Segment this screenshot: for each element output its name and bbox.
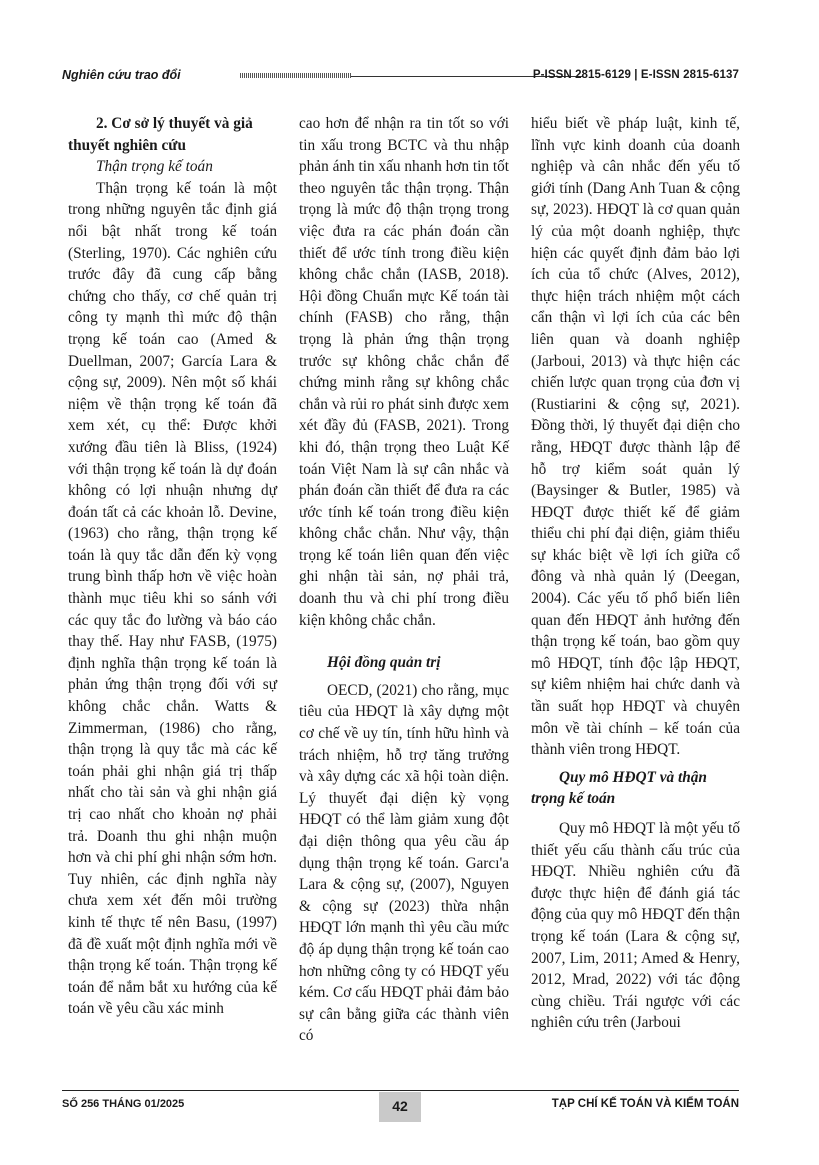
paragraph: Quy mô HĐQT là một yếu tố thiết yếu cấu thành cấu trúc của HĐQT. Nhiều nghiên cứu đã được thực hiện để đánh giá tác động của quy mô HĐQT đến thận trọng kế toán (Lara & cộng sự, 2007, Lim, 2011; Amed & Henry, 2012, Mrad, 2022) với tác động cùng chiều. Trái ngược với các nghiên cứu trên (Jarboui (531, 820, 740, 1032)
paragraph: OECD, (2021) cho rằng, mục tiêu của HĐQT là xây dựng một cơ chế về uy tín, tính hữu hình và trách nhiệm, hỗ trợ tăng trưởng và xây dựng các xã hội toàn diện. Lý thuyết đại diện kỳ vọng HĐQT có thể làm giảm xung đột đại diện thông qua yêu cầu áp dụng thận trọng kế toán. Garcı'a Lara & cộng sự, (2007), Nguyen & cộng sự (2023) thừa nhận HĐQT lớn mạnh thì yêu cầu mức độ áp dụng thận trọng kế toán cao hơn những công ty có HĐQT yếu kém. Cơ cấu HĐQT phải đảm bảo sự cân bằng giữa các thành viên có (299, 681, 509, 1045)
journal-name: TẠP CHÍ KẾ TOÁN VÀ KIỂM TOÁN (551, 1098, 739, 1110)
page-number: 42 (379, 1092, 421, 1122)
paragraph: hiểu biết về pháp luật, kinh tế, lĩnh vực kinh doanh của doanh nghiệp và cân nhắc đến yếu tố giới tính (Dang Anh Tuan & cộng sự, 2023). HĐQT là cơ quan quản lý của một doanh nghiệp, thực hiện các quyết định đảm bảo lợi ích của tổ chức (Alves, 2012), thực hiện trách nhiệm một cách cẩn thận vì lợi ích của các bên liên quan và doanh nghiệp (Jarboui, 2013) và thực hiện các chiến lược quan trọng của đơn vị (Rustiarini & cộng sự, 2021). Đồng thời, lý thuyết đại diện cho rằng, HĐQT được thành lập để hỗ trợ kiểm soát quản lý (Baysinger & Butler, 1985) và HĐQT được thiết kế để giảm thiểu chi phí đại diện, giảm thiểu sự khác biệt về lợi ích giữa cổ đông và nhà quản lý (Deegan, 2004). Các yếu tố phổ biến liên quan đến HĐQT ảnh hưởng đến thận trọng kế toán, bao gồm quy mô HĐQT, tính độc lập HĐQT, sự kiêm nhiệm hai chức danh và tần suất họp HĐQT và chuyên môn về tài chính – kế toán của thành viên trong HĐQT. (531, 115, 740, 759)
subheading-board-size: Quy mô HĐQT và thận trọng kế toán (531, 768, 707, 808)
subheading-board-of-directors: Hội đồng quản trị (327, 654, 441, 672)
footer-rule (62, 1090, 739, 1091)
column-1 (68, 113, 277, 1020)
paragraph: Thận trọng kế toán là một trong những nguyên tắc định giá nổi bật nhất trong kế toán (Sterling, 1970). Các nghiên cứu trước đây đã cung cấp bằng chứng cho thấy, cơ chế quản trị công ty mạnh thì mức độ thận trọng kế toán cao (Amed & Duellman, 2007; García Lara & cộng sự, 2009). Nên một số khái niệm về thận trọng kế toán đã xem xét, cụ thể: Được khởi xướng đầu tiên là Bliss, (1924) với thận trọng kế toán là dự đoán không có lợi nhuận nhưng dự đoán tất cả các khoản lỗ. Devine, (1963) cho rằng, thận trọng kế toán là quy tắc dẫn đến kỳ vọng trung bình thấp hơn về việc hoàn thành mục tiêu khi so sánh với các quy tắc đo lường và báo cáo thay thế. Hay như FASB, (1975) định nghĩa thận trọng kế toán là phản ứng thận trọng đối với sự không chắc chắn. Watts & Zimmerman, (1986) cho rằng, thận trọng là quy tắc mà các kế toán phải ghi nhận giá trị thấp nhất cho tài sản và ghi nhận giá trị cao nhất cho khoản nợ phải trả. Doanh thu ghi nhận muộn hơn và chi phí ghi nhận sớm hơn. Tuy nhiên, các định nghĩa này chưa xem xét đến môi trường kinh tế thực tế nên Basu, (1997) đã đề xuất một định nghĩa mới về thận trọng kế toán. Thận trọng kế toán để nắm bắt xu hướng của kế toán về yêu cầu xác minh (68, 179, 277, 1018)
page-header (62, 66, 739, 84)
issn-label: P-ISSN 2815-6129 | E-ISSN 2815-6137 (532, 69, 739, 81)
column-3 (531, 113, 740, 1034)
header-decoration-bar (240, 73, 351, 78)
subheading-accounting-conservatism: Thận trọng kế toán (96, 158, 213, 176)
section-heading: 2. Cơ sở lý thuyết và giả thuyết nghiên cứu (68, 115, 253, 154)
paragraph: cao hơn để nhận ra tin tốt so với tin xấu trong BCTC và thu nhập phản ánh tin xấu nhanh hơn tin tốt theo nguyên tắc thận trọng. Thận trọng là mức độ thận trọng trong việc đưa ra các phán đoán cần thiết để ước tính trong điều kiện không chắc chắn (IASB, 2018). Hội đồng Chuẩn mực Kế toán tài chính (FASB) cho rằng, thận trọng là phản ứng thận trọng trước sự không chắc chắn để chứng minh rằng sự không chắc chắn và rủi ro phát sinh được xem xét đầy đủ (FASB, 2021). Trong khi đó, thận trọng theo Luật Kế toán Việt Nam là sự cân nhắc và phán đoán cần thiết để đưa ra các ước tính kế toán trong điều kiện không chắc chắn. Như vậy, thận trọng kế toán liên quan đến việc ghi nhận tài sản, nợ phải trả, doanh thu và chi phí trong điều kiện không chắc chắn. (299, 115, 509, 629)
section-title: Nghiên cứu trao đổi (62, 68, 181, 82)
issue-label: SỐ 256 THÁNG 01/2025 (62, 1098, 185, 1110)
column-2 (299, 113, 509, 1047)
